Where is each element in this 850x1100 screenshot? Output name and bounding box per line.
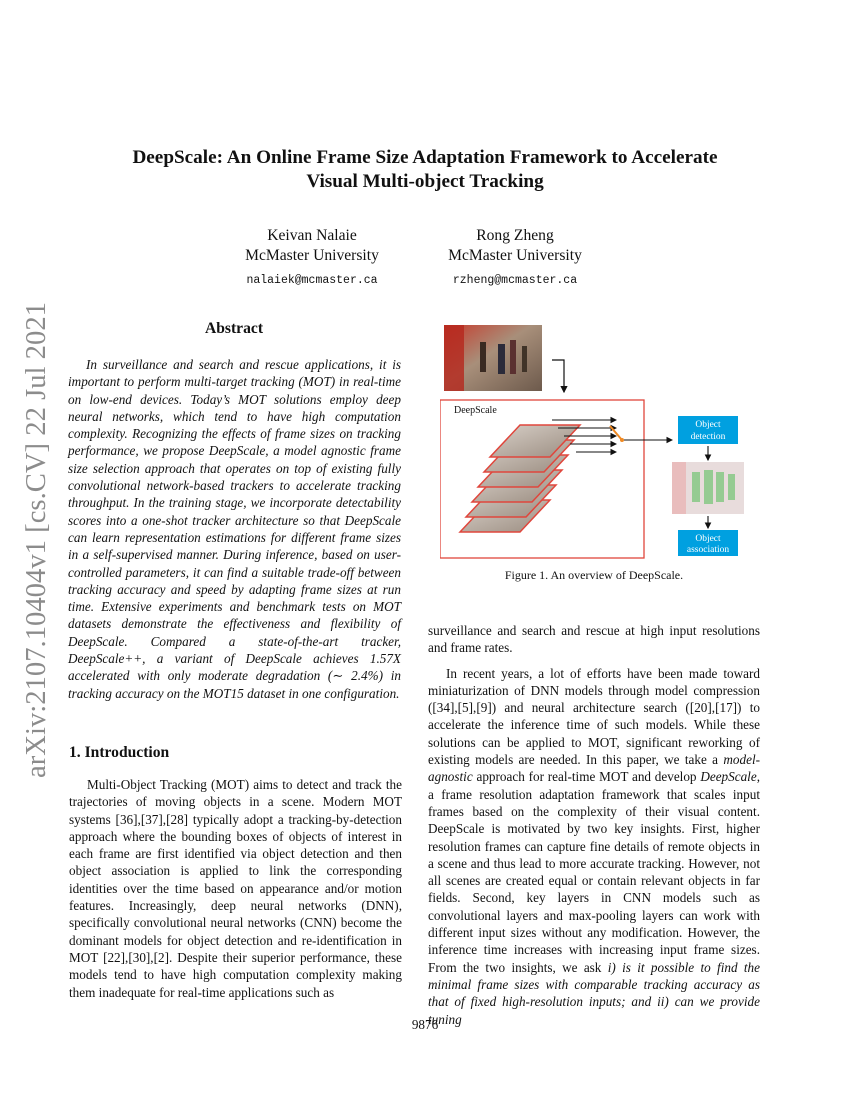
deepscale-box-label: DeepScale: [454, 405, 497, 416]
object-detection-label-1: Object: [695, 420, 721, 430]
object-association-label-2: association: [686, 545, 730, 555]
paper-title: [60, 146, 790, 194]
arxiv-stamp-text: arXiv:2107.10404v1 [cs.CV] 22 Jul 2021: [21, 312, 52, 778]
author-block-2: [425, 226, 605, 291]
object-association-label-1: Object: [695, 534, 721, 544]
detection-output-image: [672, 462, 744, 514]
arxiv-stamp: [13, 300, 53, 780]
object-detection-label-2: detection: [690, 432, 726, 442]
intro-left-column: [69, 776, 402, 1001]
intro-emphasis-questions: i) is it possible to find the minimal frame sizes with comparable tracking accuracy as that of fixed high-resolution inputs; and ii) can we provide tuning: [428, 959, 760, 1027]
author-email: rzheng@mcmaster.ca: [452, 274, 578, 287]
intro-right-column: [428, 622, 760, 1028]
input-arrow: [552, 360, 564, 392]
intro-emphasis-model-agnostic: model-agnostic: [428, 752, 760, 785]
multi-scale-frame-stack: [460, 425, 580, 532]
author-affiliation: McMaster University: [448, 247, 582, 264]
arxiv-stamp-svg: [13, 300, 53, 780]
author-name: Keivan Nalaie: [267, 227, 357, 244]
figure-1-diagram: [440, 322, 762, 562]
intro-paragraph-2-part-b: approach for real-time MOT and develop: [472, 769, 701, 785]
paper-title-line-2: Visual Multi-object Tracking: [306, 171, 544, 192]
input-frame-photo: [444, 325, 542, 391]
figure-1-caption: Figure 1. An overview of DeepScale.: [504, 568, 684, 582]
intro-emphasis-deepscale: DeepScale: [700, 769, 757, 785]
figure-1: [440, 322, 762, 562]
page-number: 9876: [411, 1017, 439, 1032]
intro-paragraph-2-part-a: In recent years, a lot of efforts have been made toward miniaturization of DNN models through model compression ([34],[5],[9]) and neural architecture search ([20],[17]) to accelerate the inference time of such models. While these solutions can be applied to MOT, significant reworking of existing models are needed. In this paper, we take a: [428, 665, 760, 768]
abstract-heading: Abstract: [204, 320, 264, 337]
section-heading-introduction: 1. Introduction: [69, 744, 170, 761]
paper-title-line-1: DeepScale: An Online Frame Size Adaptation Framework to Accelerate: [132, 147, 718, 168]
author-name: Rong Zheng: [476, 227, 554, 244]
intro-paragraph-continued: surveillance and search and rescue at high input resolutions and frame rates.: [428, 623, 760, 656]
intro-paragraph-1: Multi-Object Tracking (MOT) aims to detect and track the trajectories of moving objects in a scene. Modern MOT systems [36],[37],[28] typically adopt a tracking-by-detection approach where the bounding boxes of objects of interest in each frame are first identified via object detection and then object association is applied to link the corresponding identities over the time based on appearance and/or motion features. Increasingly, deep neural networks (DNN), specifically convolutional neural networks (CNN) become the dominant models for object detection and re-identification in MOT [22],[30],[2]. Despite their superior performance, these models tend to have high computation complexity making them inadequate for real-time applications such as: [69, 777, 402, 1000]
scale-selector-switch: [610, 426, 672, 442]
author-affiliation: McMaster University: [245, 247, 379, 264]
author-block-1: [222, 226, 402, 291]
abstract-text: In surveillance and search and rescue applications, it is important to perform multi-target tracking (MOT) in real-time on low-end devices. Today’s MOT solutions employ deep neural networks, which tend to have high computation complexity. Recognizing the effects of frame sizes on tracking performance, we propose DeepScale, a model agnostic frame size selection approach that operates on top of existing fully convolutional network-based trackers to accelerate tracking throughput. In the training stage, we incorporate detectability scores into a one-shot tracker architecture so that DeepScale can learn representation estimations for different frame sizes in a self-supervised manner. During inference, based on user-controlled parameters, it can find a suitable trade-off between tracking accuracy and speed by adapting frame sizes at run time. Extensive experiments and benchmark tests on MOT datasets demonstrate the effectiveness and flexibility of DeepScale. Compared a state-of-the-art tracker, DeepScale++, a variant of DeepScale achieves 1.57X accelerated with only moderate degradation (∼ 2.4%) in tracking accuracy on the MOT15 dataset in one configuration.: [68, 357, 401, 701]
author-email: nalaiek@mcmaster.ca: [246, 274, 378, 287]
intro-paragraph-2-part-c: , a frame resolution adaptation framework that scales input frames based on the complexity of their visual content. DeepScale is motivated by two key insights. First, higher resolution frames can capture fine details of remote objects in a scene and thus lead to more accurate tracking. However, not all scenes are created equal or contain relevant objects in far fields. Second, key layers in CNN models such as convolutional layers and max-pooling layers can work with different input sizes without any modification. However, the inference time increases with increasing input frame sizes. From the two insights, we ask: [428, 769, 760, 975]
intro-paragraph-2: [428, 665, 760, 1028]
